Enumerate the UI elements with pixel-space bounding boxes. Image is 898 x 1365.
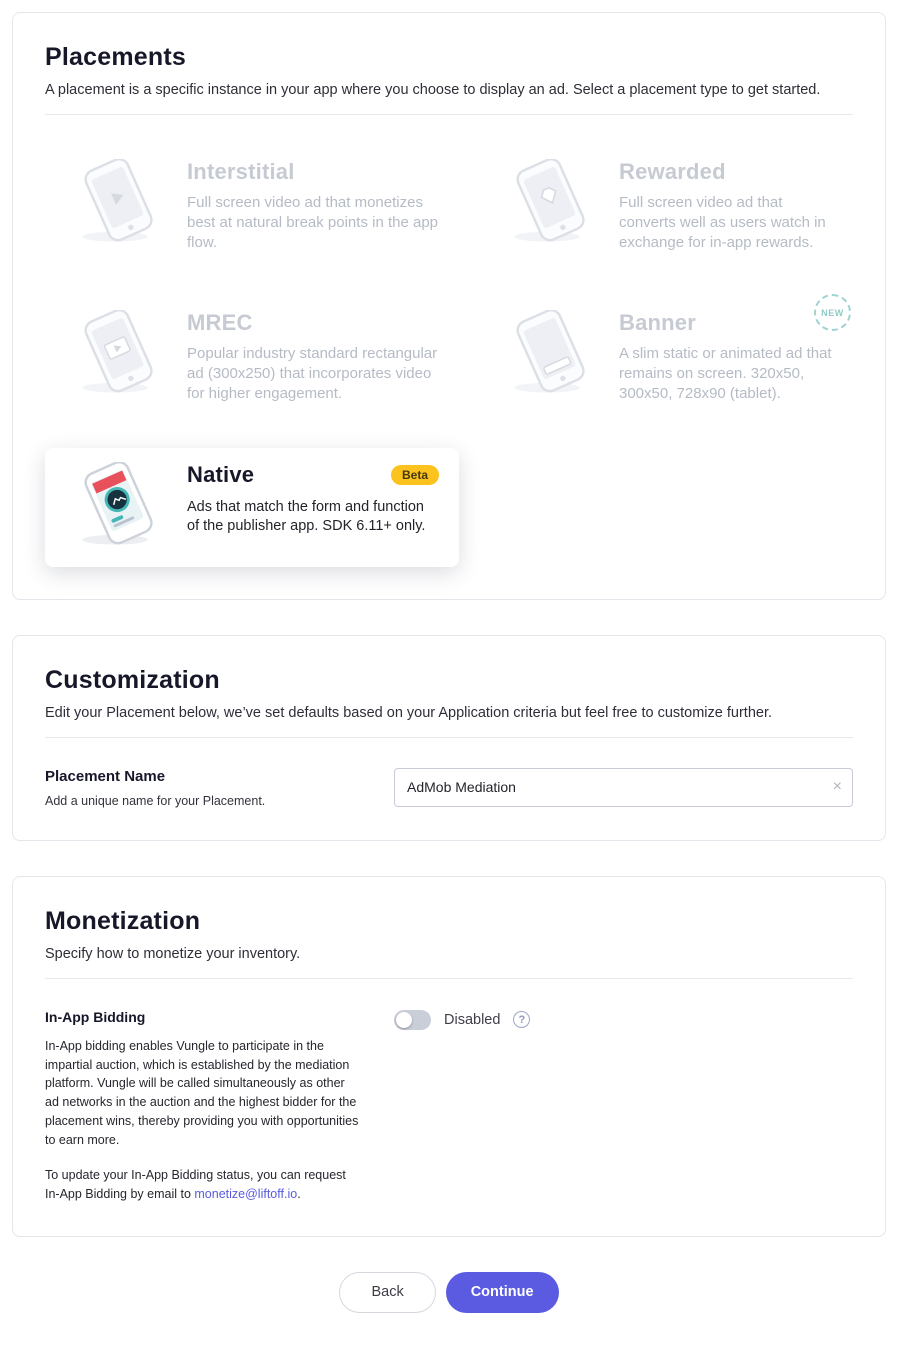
monetization-card [12,876,886,1237]
placement-type-native[interactable] [45,448,459,567]
interstitial-phone-icon [65,159,171,250]
placement-type-description: Popular industry standard rectangular ad (300x250) that incorporates video for higher engagement. [187,345,438,402]
mrec-phone-icon [65,310,171,401]
in-app-bidding-note [45,1166,360,1204]
placement-type-title: Banner [619,310,696,336]
placement-type-description: Full screen video ad that converts well as users watch in exchange for in-app rewards. [619,194,826,251]
placements-card [12,12,886,600]
placement-type-text [187,462,439,536]
in-app-bidding-control-block [394,1009,853,1030]
help-icon[interactable]: ? [513,1011,530,1028]
clear-input-icon[interactable]: × [832,777,842,795]
placement-name-input-block [394,768,853,807]
in-app-bidding-note-suffix: . [297,1187,301,1202]
placement-type-interstitial[interactable] [45,145,459,266]
monetization-title: Monetization [45,906,201,935]
placement-type-text [187,159,439,252]
placement-type-text [619,159,833,252]
placement-name-input-wrap [394,768,853,807]
placements-title: Placements [45,43,186,71]
in-app-bidding-row [45,1009,853,1204]
customization-subtitle: Edit your Placement below, we’ve set defaults based on your Application criteria but feel free to customize further. [45,704,773,721]
customization-title: Customization [45,665,220,694]
placement-type-title: Native [187,461,255,487]
placement-type-grid [45,145,853,567]
placement-type-text [187,310,439,403]
in-app-bidding-status: Disabled [444,1011,501,1028]
footer-actions [12,1272,886,1337]
placement-name-label-block [45,768,394,808]
banner-phone-icon [497,310,603,401]
placement-name-label: Placement Name [45,767,166,785]
in-app-bidding-label: In-App Bidding [45,1008,146,1025]
divider [45,978,853,979]
beta-badge: Beta [391,465,439,485]
placement-type-banner[interactable] [477,296,853,417]
placement-type-text [619,310,833,403]
in-app-bidding-text-block [45,1009,394,1204]
placement-type-rewarded[interactable] [477,145,853,266]
in-app-bidding-toggle[interactable] [394,1010,431,1030]
monetization-subtitle: Specify how to monetize your inventory. [45,945,301,962]
continue-button[interactable]: Continue [446,1272,559,1313]
native-phone-icon [65,462,171,553]
rewarded-phone-icon [497,159,603,250]
placement-name-input[interactable] [394,768,853,807]
back-button[interactable]: Back [339,1272,435,1313]
placement-type-title: Rewarded [619,159,726,184]
toggle-knob [396,1012,412,1028]
placement-type-description: A slim static or animated ad that remains on screen. 320x50, 300x50, 728x90 (tablet). [619,345,832,402]
divider [45,737,853,738]
placements-subtitle: A placement is a specific instance in your app where you choose to display an ad. Select a placement type to get started. [45,82,821,98]
in-app-bidding-toggle-row [394,1009,853,1030]
placement-type-description: Full screen video ad that monetizes best at natural break points in the app flow. [187,194,439,251]
in-app-bidding-description: In-App bidding enables Vungle to participate in the impartial auction, which is established by the mediation platform. Vungle will be called simultaneously as other ad networks in the auction and the highest bidder for the placement wins, thereby providing you with opportunities to earn more. [45,1038,359,1147]
monetize-email-link[interactable]: monetize@liftoff.io [194,1187,298,1202]
new-badge: NEW [814,294,851,331]
in-app-bidding-note-prefix: To update your In-App Bidding status, you can request In-App Bidding by email to [45,1168,346,1202]
placement-name-helper: Add a unique name for your Placement. [45,793,266,808]
divider [45,114,853,115]
native-title-row [187,462,439,488]
placement-type-mrec[interactable] [45,296,459,417]
placement-type-title: Interstitial [187,159,295,184]
placement-type-title: MREC [187,310,253,336]
placement-name-row [45,768,853,808]
customization-card [12,635,886,841]
placement-type-description: Ads that match the form and function of the publisher app. SDK 6.11+ only. [187,498,426,534]
